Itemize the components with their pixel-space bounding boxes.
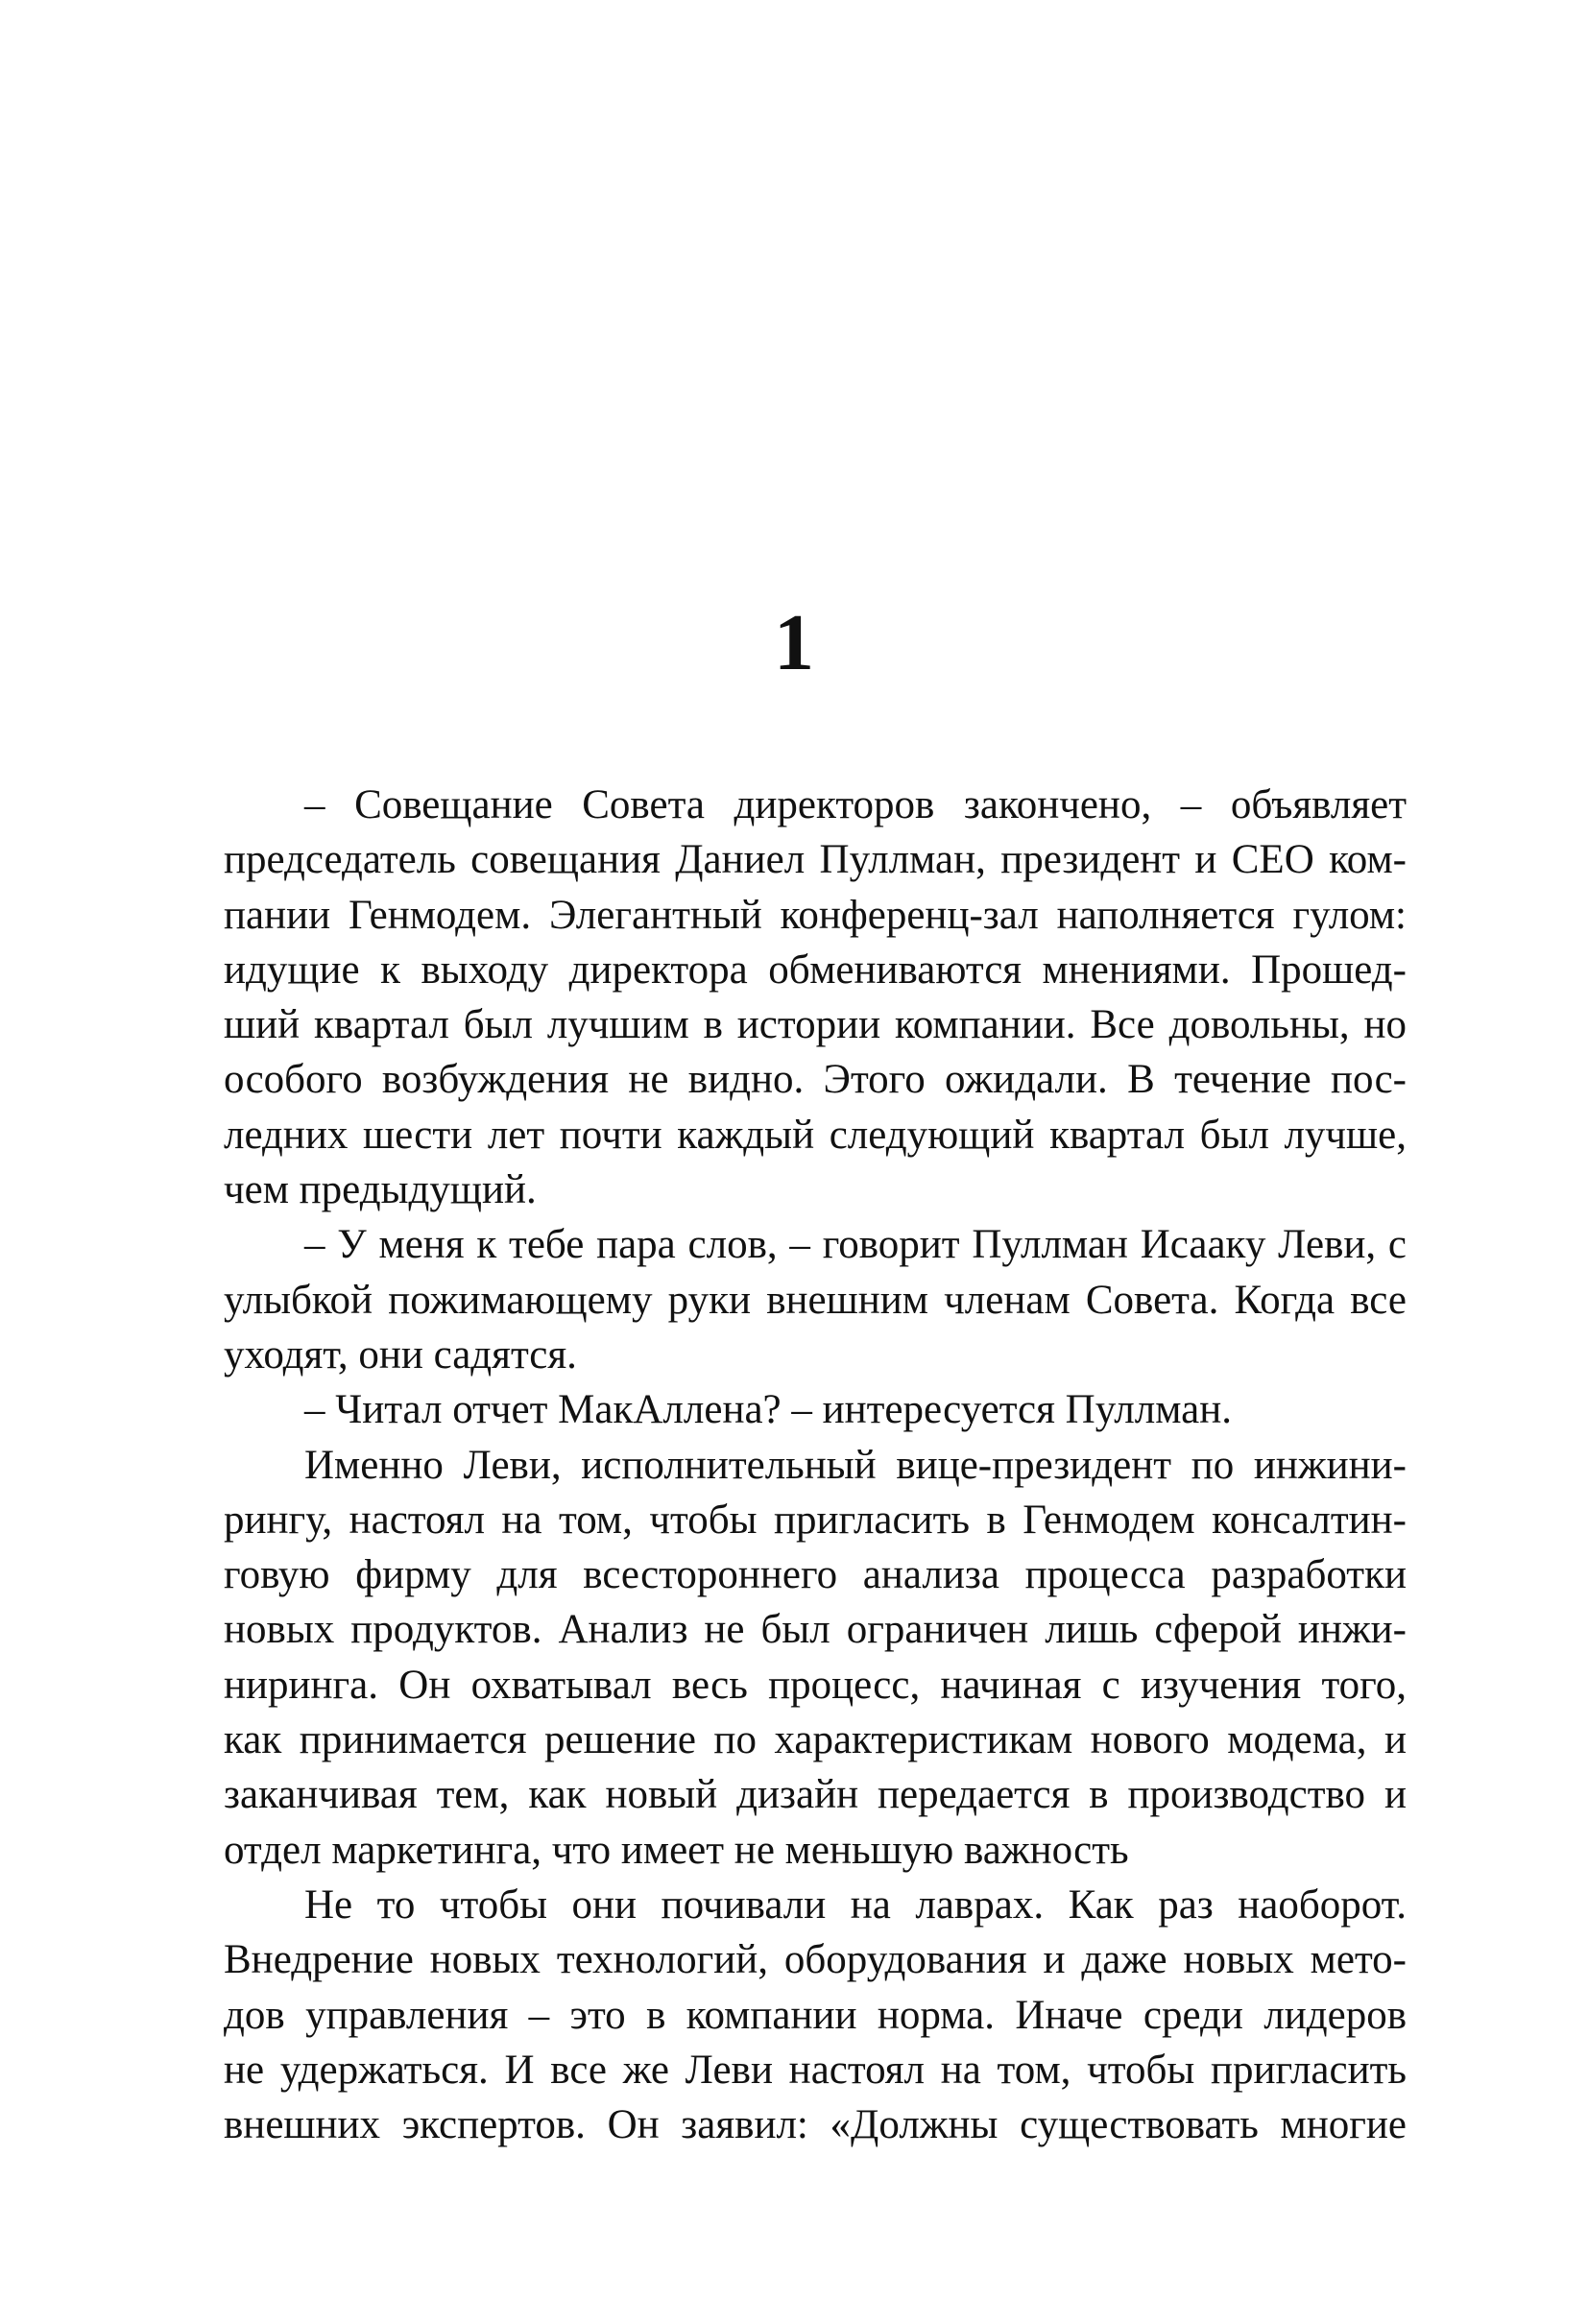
text-line: Именно Леви, исполнительный вице-президент по инжини- bbox=[304, 1442, 1407, 1488]
text-line: уходят, они садятся. bbox=[224, 1331, 577, 1378]
body-text bbox=[224, 778, 1407, 2152]
text-line: особого возбуждения не видно. Этого ожидали. В течение пос- bbox=[224, 1057, 1407, 1103]
text-line: ший квартал был лучшим в истории компании. Все довольны, но bbox=[224, 1002, 1407, 1048]
text-line: новых продуктов. Анализ не был ограничен лишь сферой инжи- bbox=[224, 1607, 1407, 1653]
text-line: заканчивая тем, как новый дизайн передается в производство и bbox=[224, 1772, 1407, 1818]
text-line: Внедрение новых технологий, оборудования и даже новых мето- bbox=[224, 1937, 1407, 1983]
text-line: председатель совещания Даниел Пуллман, президент и CEO ком- bbox=[224, 837, 1407, 883]
text-line: – У меня к тебе пара слов, – говорит Пуллман Исааку Леви, с bbox=[304, 1222, 1407, 1268]
text-line: – Совещание Совета директоров закончено, – объявляет bbox=[304, 782, 1407, 827]
chapter-number: 1 bbox=[774, 598, 814, 687]
text-line: Не то чтобы они почивали на лаврах. Как раз наоборот. bbox=[304, 1881, 1407, 1928]
text-line: идущие к выходу директора обмениваются мнениями. Прошед- bbox=[224, 946, 1407, 993]
text-line: чем предыдущий. bbox=[224, 1167, 537, 1213]
text-line: как принимается решение по характеристикам нового модема, и bbox=[224, 1717, 1407, 1763]
text-line: ниринга. Он охватывал весь процесс, начиная с изучения того, bbox=[224, 1662, 1407, 1708]
text-line: улыбкой пожимающему руки внешним членам Совета. Когда все bbox=[224, 1277, 1407, 1323]
text-line: пании Генмодем. Элегантный конференц-зал наполняется гулом: bbox=[224, 892, 1407, 938]
text-line: отдел маркетинга, что имеет не меньшую важность bbox=[224, 1827, 1129, 1873]
text-line: дов управления – это в компании норма. Иначе среди лидеров bbox=[224, 1992, 1407, 2038]
text-line: ледних шести лет почти каждый следующий квартал был лучше, bbox=[224, 1112, 1407, 1158]
text-line: рингу, настоял на том, чтобы пригласить в Генмодем консалтин- bbox=[224, 1497, 1407, 1543]
text-line: говую фирму для всестороннего анализа процесса разработки bbox=[224, 1552, 1407, 1598]
text-line: внешних экспертов. Он заявил: «Должны существовать многие bbox=[224, 2102, 1407, 2148]
text-line: – Читал отчет МакАллена? – интересуется Пуллман. bbox=[304, 1387, 1232, 1433]
text-line: не удержаться. И все же Леви настоял на том, чтобы пригласить bbox=[224, 2047, 1407, 2093]
